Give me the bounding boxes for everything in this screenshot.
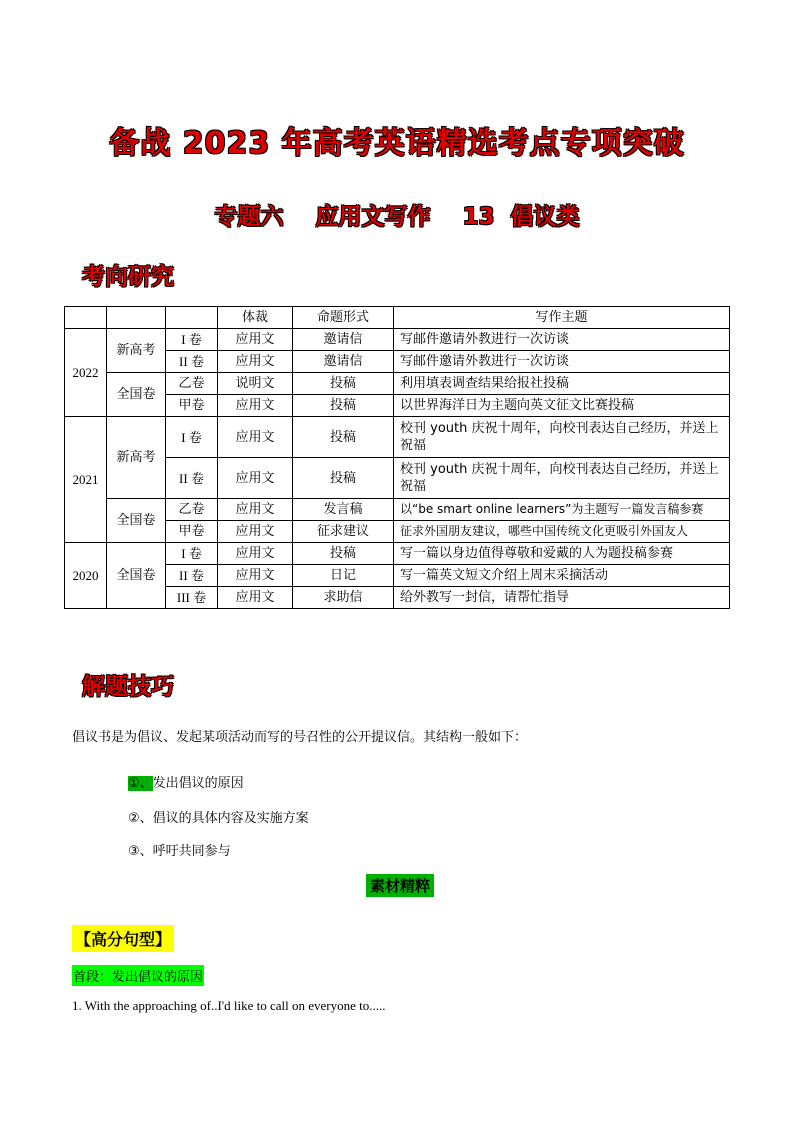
section-tips: 解题技巧 — [82, 674, 174, 700]
form-cell: 投稿 — [293, 395, 394, 417]
genre-cell: 应用文 — [218, 329, 293, 351]
region-cell: 全国卷 — [107, 373, 166, 417]
document-title: 备战 2023 年高考英语精选考点专项突破 — [109, 126, 685, 161]
topic-cell: 写邮件邀请外教进行一次访谈 — [394, 329, 730, 351]
year-cell: 2021 — [65, 417, 107, 543]
form-cell: 投稿 — [293, 458, 394, 499]
form-cell: 日记 — [293, 565, 394, 587]
topic-cell: 校刊 youth 庆祝十周年，向校刊表达自己经历，并送上祝福 — [394, 417, 730, 458]
genre-cell: 应用文 — [218, 587, 293, 609]
table-header-cell: 写作主题 — [394, 307, 730, 329]
paper-cell: I 卷 — [166, 417, 218, 458]
tips-intro: 倡议书是为倡议、发起某项活动而写的号召性的公开提议信。其结构一般如下： — [72, 730, 528, 745]
paper-cell: II 卷 — [166, 458, 218, 499]
topic-cell: 以世界海洋日为主题向英文征文比赛投稿 — [394, 395, 730, 417]
table-header-cell: 体裁 — [218, 307, 293, 329]
table-row — [65, 417, 730, 458]
year-cell: 2022 — [65, 329, 107, 417]
form-cell: 发言稿 — [293, 499, 394, 521]
step-item — [128, 807, 309, 826]
step-text: 呼吁共同参与 — [152, 844, 231, 859]
step-item — [128, 840, 231, 859]
table-header-cell — [166, 307, 218, 329]
genre-cell: 应用文 — [218, 458, 293, 499]
genre-cell: 说明文 — [218, 373, 293, 395]
table-row — [65, 499, 730, 521]
paper-cell: 乙卷 — [166, 373, 218, 395]
paper-cell: II 卷 — [166, 565, 218, 587]
table-header-row — [65, 307, 730, 329]
topic-cell: 写一篇英文短文介绍上周末采摘活动 — [394, 565, 730, 587]
region-cell: 新高考 — [107, 417, 166, 499]
topic-cell: 征求外国朋友建议，哪些中国传统文化更吸引外国友人 — [394, 521, 730, 543]
topic-cell: 以“be smart online learners”为主题写一篇发言稿参赛 — [394, 499, 730, 521]
form-cell: 求助信 — [293, 587, 394, 609]
first-paragraph-label: 首段：发出倡议的原因 — [72, 965, 204, 986]
region-cell: 新高考 — [107, 329, 166, 373]
table-header-cell — [65, 307, 107, 329]
table-row — [65, 373, 730, 395]
paper-cell: 乙卷 — [166, 499, 218, 521]
genre-cell: 应用文 — [218, 417, 293, 458]
document-subtitle: 专题六 应用文写作 13 倡议类 — [214, 204, 580, 230]
form-cell: 征求建议 — [293, 521, 394, 543]
topic-cell: 利用填表调查结果给报社投稿 — [394, 373, 730, 395]
step-marker: ①、 — [128, 776, 153, 791]
form-cell: 投稿 — [293, 543, 394, 565]
form-cell: 投稿 — [293, 417, 394, 458]
topic-cell: 写邮件邀请外教进行一次访谈 — [394, 351, 730, 373]
paper-cell: 甲卷 — [166, 521, 218, 543]
section-exam-research: 考向研究 — [82, 264, 174, 290]
step-text: 倡议的具体内容及实施方案 — [152, 811, 309, 826]
high-score-heading: 【高分句型】 — [72, 925, 174, 952]
topic-cell: 给外教写一封信，请帮忙指导 — [394, 587, 730, 609]
table-header-cell: 命题形式 — [293, 307, 394, 329]
form-cell: 邀请信 — [293, 351, 394, 373]
step-item — [128, 772, 244, 791]
table-header-cell — [107, 307, 166, 329]
paper-cell: III 卷 — [166, 587, 218, 609]
step-marker: ②、 — [128, 811, 153, 826]
genre-cell: 应用文 — [218, 351, 293, 373]
form-cell: 投稿 — [293, 373, 394, 395]
genre-cell: 应用文 — [218, 521, 293, 543]
material-title: 素材精粹 — [366, 874, 434, 897]
region-cell: 全国卷 — [107, 543, 166, 609]
step-marker: ③、 — [128, 844, 153, 859]
genre-cell: 应用文 — [218, 543, 293, 565]
example-sentence: 1. With the approaching of..I'd like to call on everyone to..... — [72, 998, 386, 1013]
step-text: 发出倡议的原因 — [152, 776, 244, 791]
topic-cell: 写一篇以身边值得尊敬和爱戴的人为题投稿参赛 — [394, 543, 730, 565]
year-cell: 2020 — [65, 543, 107, 609]
paper-cell: 甲卷 — [166, 395, 218, 417]
form-cell: 邀请信 — [293, 329, 394, 351]
genre-cell: 应用文 — [218, 395, 293, 417]
genre-cell: 应用文 — [218, 499, 293, 521]
table-row — [65, 543, 730, 565]
topic-cell: 校刊 youth 庆祝十周年，向校刊表达自己经历，并送上祝福 — [394, 458, 730, 499]
paper-cell: I 卷 — [166, 543, 218, 565]
exam-table — [64, 306, 730, 609]
genre-cell: 应用文 — [218, 565, 293, 587]
paper-cell: II 卷 — [166, 351, 218, 373]
region-cell: 全国卷 — [107, 499, 166, 543]
table-row — [65, 329, 730, 351]
paper-cell: I 卷 — [166, 329, 218, 351]
